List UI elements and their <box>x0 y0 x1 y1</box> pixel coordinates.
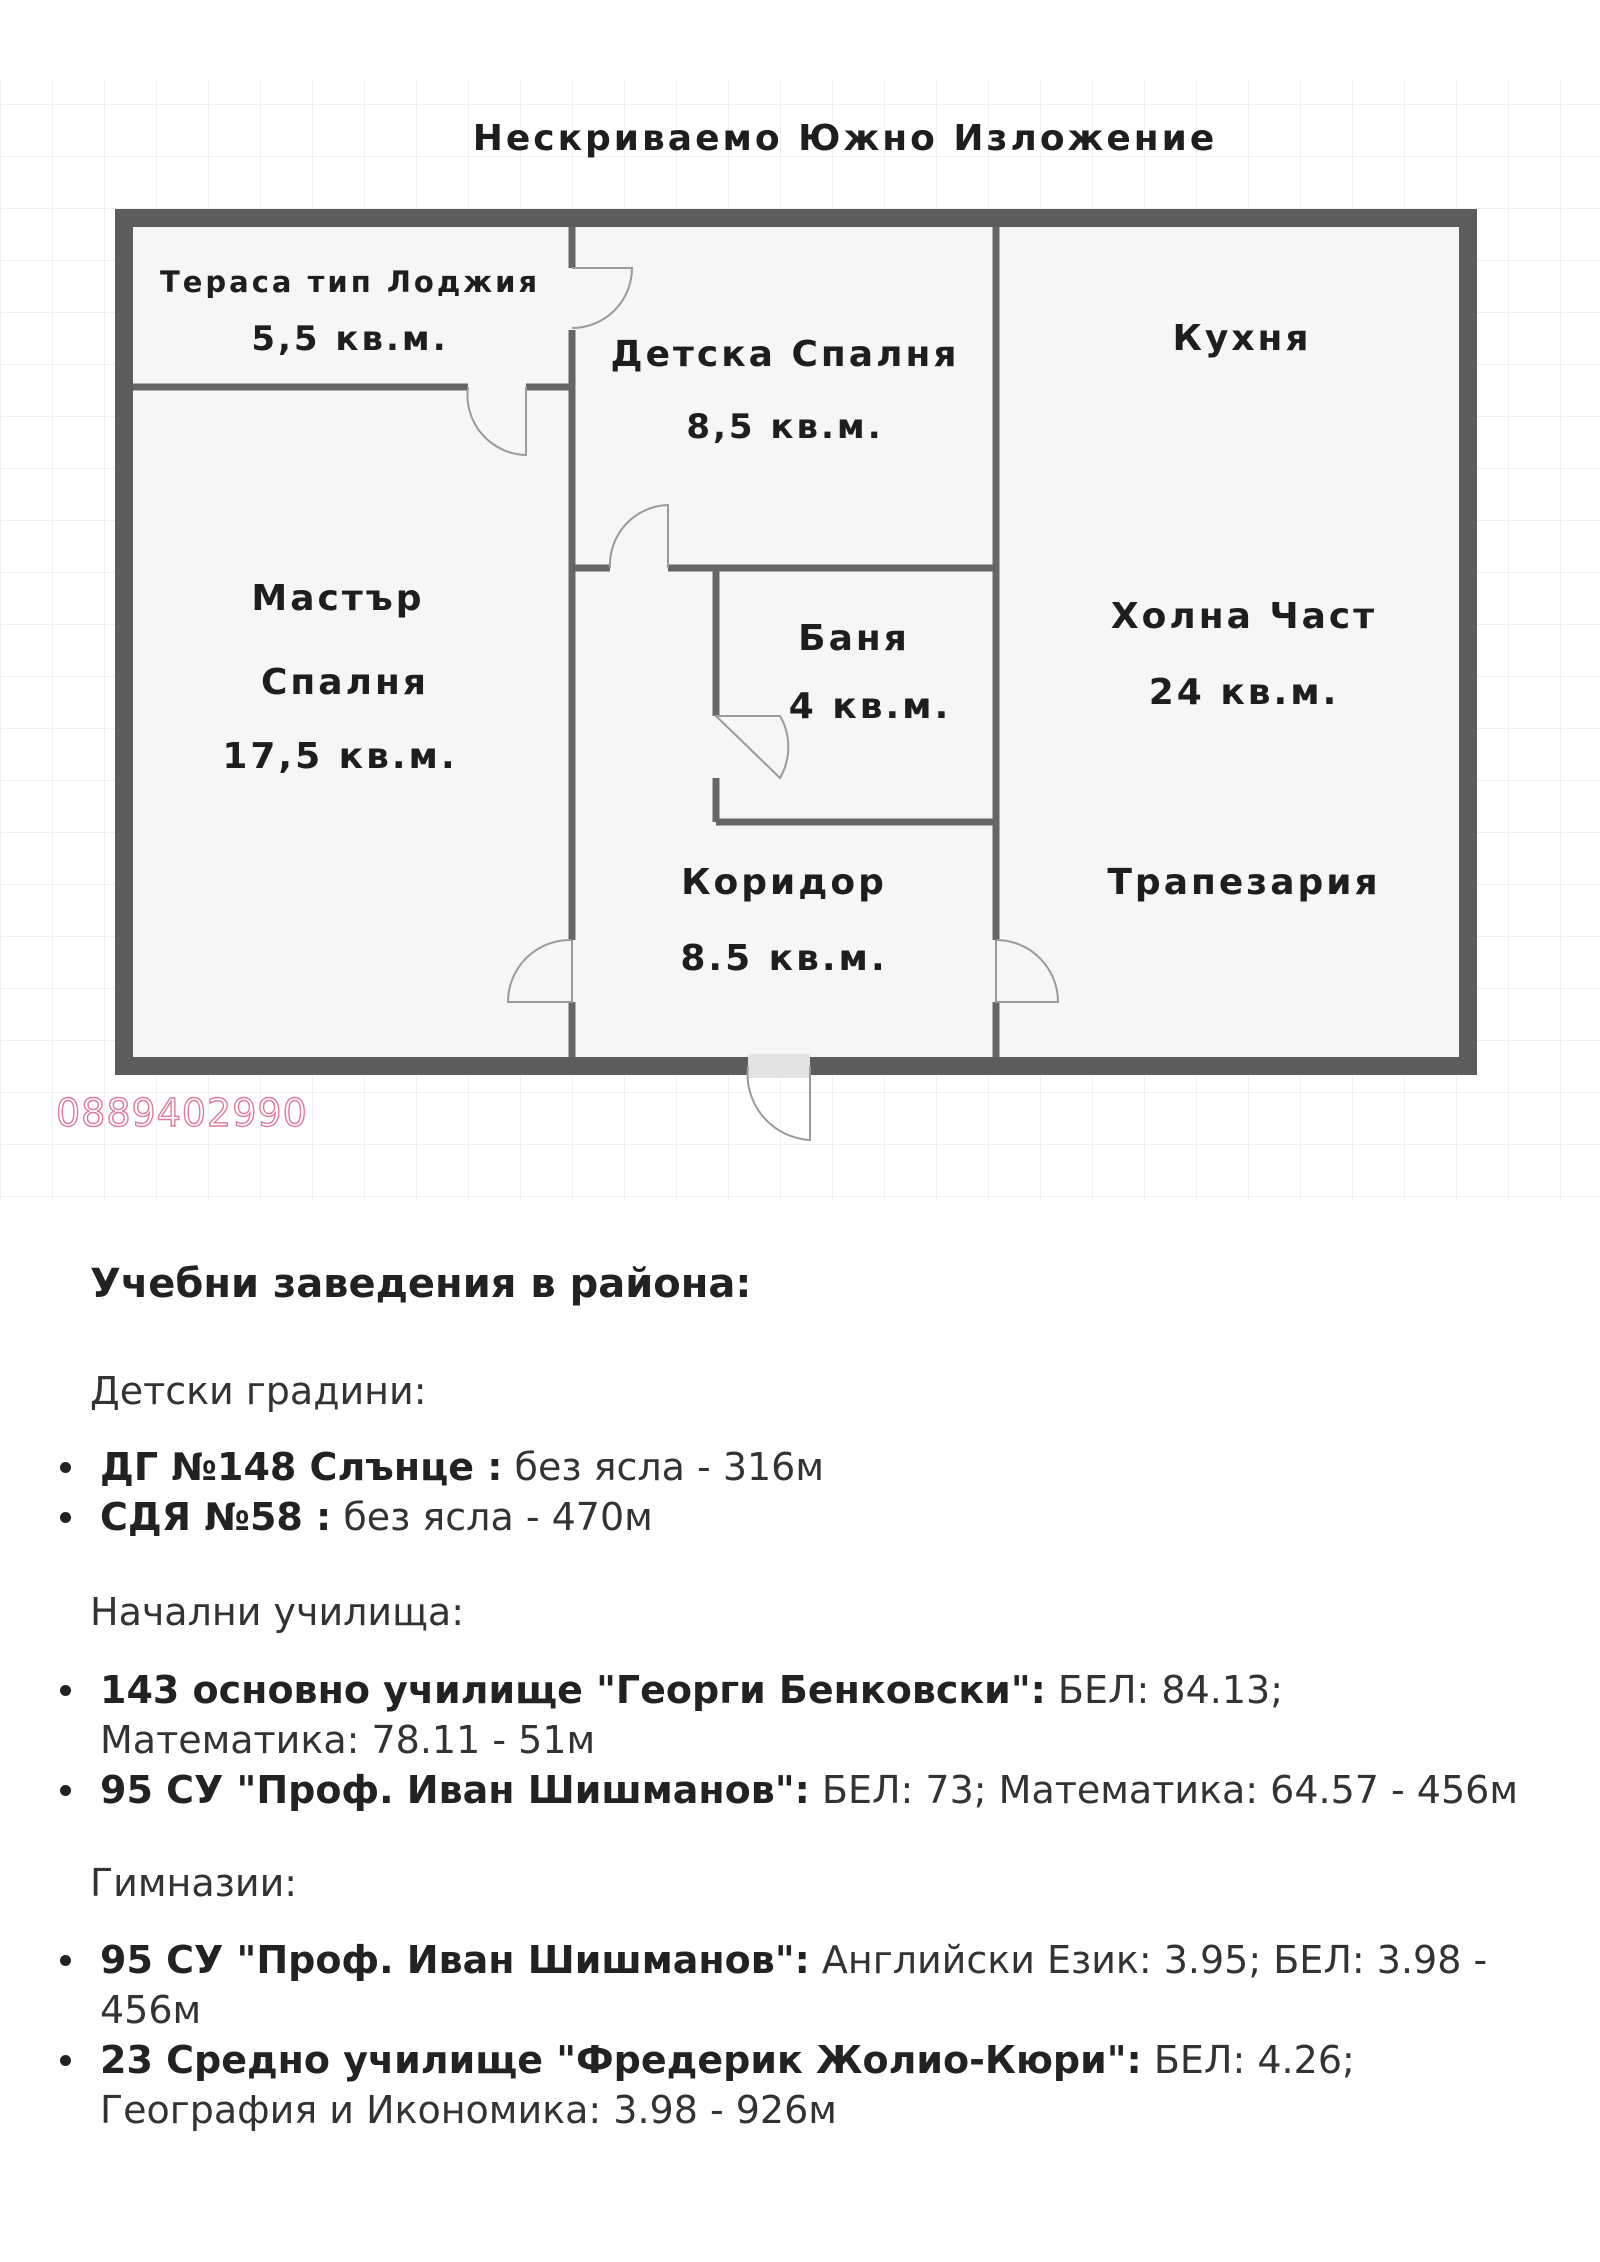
school-detail: БЕЛ: 84.13; Математика: 78.11 - 51м <box>100 1668 1284 1762</box>
master-bedroom-name-line2: Спалня <box>261 662 429 703</box>
school-detail: Английски Език: 3.95; БЕЛ: 3.98 - 456м <box>100 1938 1488 2032</box>
school-detail: БЕЛ: 4.26; География и Икономика: 3.98 - 926м <box>100 2038 1355 2132</box>
kids-bedroom-name: Детска Спалня <box>610 334 960 375</box>
dining-area-name: Трапезария <box>1107 862 1381 903</box>
list-item <box>0 1935 1540 2035</box>
school-name: 23 Средно училище "Фредерик Жолио-Кюри": <box>100 2038 1142 2082</box>
list-item <box>0 1442 1540 1492</box>
bathroom-name: Баня <box>798 618 910 659</box>
plan-title: Нескриваемо Южно Изложение <box>472 118 1218 159</box>
master-bedroom-area: 17,5 кв.м. <box>222 736 458 777</box>
schools-heading: Учебни заведения в района: <box>90 1261 752 1307</box>
living-room-area: 24 кв.м. <box>1148 672 1340 713</box>
list-item <box>0 1492 1540 1542</box>
gymnasiums-label: Гимназии: <box>90 1861 298 1905</box>
master-bedroom-name-line1: Мастър <box>251 578 425 619</box>
school-name: СДЯ №58 : <box>100 1495 332 1539</box>
gymnasiums-list <box>0 1935 1540 2135</box>
living-room-name: Холна Част <box>1110 596 1378 637</box>
terrace-name: Тераса тип Лоджия <box>159 265 541 299</box>
school-detail: БЕЛ: 73; Математика: 64.57 - 456м <box>809 1768 1519 1812</box>
phone-number: 0889402990 <box>56 1091 308 1135</box>
kids-bedroom-area: 8,5 кв.м. <box>686 407 884 447</box>
primary-schools-list <box>0 1665 1540 1815</box>
kindergartens-list <box>0 1442 1540 1542</box>
school-name: 143 основно училище "Георги Бенковски": <box>100 1668 1046 1712</box>
kitchen-name: Кухня <box>1172 318 1312 359</box>
corridor-area: 8.5 кв.м. <box>680 938 888 979</box>
floor-plan <box>0 80 1600 1200</box>
corridor-name: Коридор <box>681 862 887 903</box>
school-name: ДГ №148 Слънце : <box>100 1445 503 1489</box>
terrace-area: 5,5 кв.м. <box>251 319 449 359</box>
kindergartens-label: Детски градини: <box>90 1369 427 1413</box>
school-detail: без ясла - 316м <box>502 1445 825 1489</box>
floor-plan-drawing <box>0 80 1600 1200</box>
list-item <box>0 1765 1540 1815</box>
list-item <box>0 2035 1540 2135</box>
primary-schools-label: Начални училища: <box>90 1590 465 1634</box>
school-detail: без ясла - 470м <box>331 1495 653 1539</box>
entrance-opening <box>748 1054 810 1078</box>
list-item <box>0 1665 1540 1765</box>
bathroom-area: 4 кв.м. <box>788 686 952 727</box>
school-name: 95 СУ "Проф. Иван Шишманов": <box>100 1768 810 1812</box>
school-name: 95 СУ "Проф. Иван Шишманов": <box>100 1938 810 1982</box>
